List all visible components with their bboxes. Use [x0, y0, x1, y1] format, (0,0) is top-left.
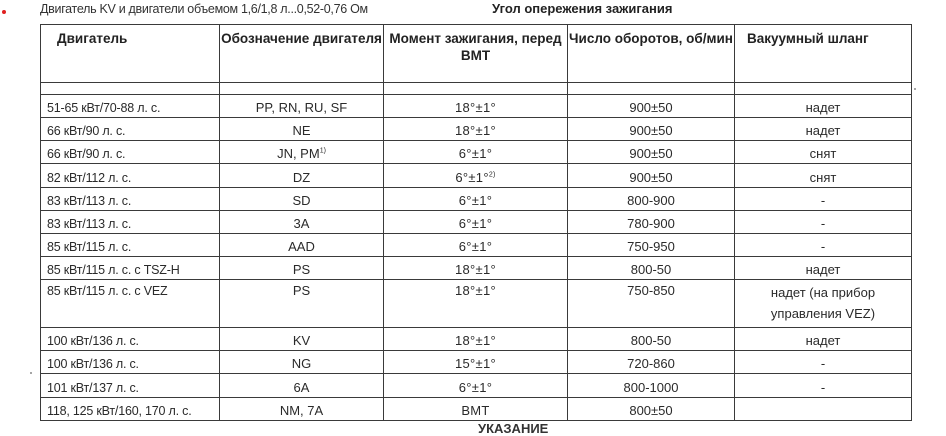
- cell-engine: [41, 234, 220, 257]
- cell-engine: [41, 164, 220, 187]
- cell-engine: [41, 141, 220, 164]
- cell-timing: [384, 210, 568, 233]
- cell-rpm-text: 900±50: [629, 169, 673, 185]
- cell-code: [220, 187, 384, 210]
- cell-vacuum-text: снят: [809, 146, 837, 162]
- table-row: [41, 117, 912, 140]
- cell-vacuum-text: -: [820, 239, 826, 255]
- cell-code-text: SD: [292, 192, 311, 208]
- cell-timing: [384, 397, 568, 420]
- cell-rpm: [568, 187, 735, 210]
- cell-vacuum: [735, 210, 912, 233]
- cell-code: [220, 234, 384, 257]
- cell-engine: [41, 210, 220, 233]
- cell-code: [220, 328, 384, 351]
- cell-rpm: [568, 94, 735, 117]
- cell-code: [220, 351, 384, 374]
- cell-engine: [41, 117, 220, 140]
- cell-vacuum-text: снят: [809, 169, 837, 185]
- cell-code-text: PP, RN, RU, SF: [255, 99, 348, 115]
- cell-engine: [41, 187, 220, 210]
- col-header-vacuum: Вакуумный шланг: [735, 25, 912, 83]
- cell-code: [220, 210, 384, 233]
- cell-engine-text: 101 кВт/137 л. с.: [47, 380, 139, 395]
- cell-vacuum: [735, 351, 912, 374]
- cell-rpm-text: 750-950: [627, 239, 675, 255]
- table-row: [41, 280, 912, 328]
- table-row: [41, 94, 912, 117]
- header-row: [41, 25, 912, 83]
- cell-timing: [384, 280, 568, 328]
- table-row: [41, 210, 912, 233]
- cell-vacuum: [735, 234, 912, 257]
- cell-vacuum: [735, 187, 912, 210]
- cell-timing: [384, 94, 568, 117]
- cell-engine-text: 83 кВт/113 л. с.: [47, 193, 132, 208]
- cell-rpm-text: 720-860: [627, 356, 675, 372]
- col-header-rpm: Число оборотов, об/мин: [568, 25, 735, 83]
- cell-rpm: [568, 397, 735, 420]
- cell-code: [220, 117, 384, 140]
- cell-rpm: [568, 351, 735, 374]
- cell-timing: [384, 374, 568, 397]
- cell-engine-text: 85 кВт/115 л. с. с TSZ-H: [47, 263, 180, 278]
- cell-timing: [384, 328, 568, 351]
- cell-code-text: NM, 7A: [279, 403, 324, 418]
- cell-timing-text: 18°±1°: [454, 262, 497, 278]
- cell-engine-text: 118, 125 кВт/160, 170 л. с.: [47, 404, 192, 418]
- cell-timing-text: 6°±1°: [458, 239, 493, 255]
- cell-timing-text: 6°±1°: [458, 379, 493, 395]
- cell-engine: [41, 374, 220, 397]
- cell-rpm-text: 800-900: [627, 192, 675, 208]
- cell-code-text: 6A: [293, 379, 310, 395]
- cell-engine-text: 100 кВт/136 л. с.: [47, 334, 139, 349]
- cell-rpm: [568, 328, 735, 351]
- cell-vacuum-text: -: [820, 356, 826, 372]
- caption-text: Двигатель KV и двигатели объемом 1,6/1,8 л...0,52-0,76 Ом: [40, 2, 368, 16]
- cell-code-text: JN, PM: [277, 146, 320, 162]
- spacer-cell: [735, 83, 912, 95]
- cell-timing-text: 15°±1°: [454, 356, 497, 372]
- table-row: [41, 164, 912, 187]
- cell-engine: [41, 328, 220, 351]
- spacer-cell: [384, 83, 568, 95]
- cell-code: [220, 164, 384, 187]
- cell-rpm-text: 800-1000: [623, 379, 679, 395]
- cell-code-text: DZ: [292, 169, 311, 185]
- cell-timing: [384, 164, 568, 187]
- cell-engine-text: 100 кВт/136 л. с.: [47, 357, 139, 372]
- cell-vacuum-text: надет: [805, 262, 841, 278]
- table-row: [41, 187, 912, 210]
- cell-engine-text: 66 кВт/90 л. с.: [47, 124, 126, 139]
- cell-timing: [384, 234, 568, 257]
- cell-code-text: AAD: [288, 239, 315, 255]
- cell-vacuum: [735, 397, 912, 420]
- cell-rpm-text: 800-50: [630, 333, 672, 349]
- cell-code: [220, 280, 384, 328]
- cell-engine: [41, 257, 220, 280]
- spacer-cell: [220, 83, 384, 95]
- cell-vacuum-text: надет: [805, 333, 841, 349]
- table-row: [41, 374, 912, 397]
- cell-rpm-text: 900±50: [629, 123, 673, 139]
- speck: [914, 88, 916, 90]
- cell-timing-text: 18°±1°: [454, 283, 497, 299]
- table-row: [41, 234, 912, 257]
- cell-vacuum-text: -: [820, 216, 826, 232]
- section-title: Угол опережения зажигания: [492, 1, 673, 16]
- cell-code: [220, 94, 384, 117]
- cell-engine-text: 82 кВт/112 л. с.: [47, 170, 132, 185]
- cell-rpm: [568, 374, 735, 397]
- cell-vacuum-text: надет: [805, 99, 841, 115]
- footnote-mark: 1): [319, 147, 326, 155]
- cell-code-text: NG: [291, 356, 312, 372]
- cell-timing: [384, 117, 568, 140]
- cell-rpm: [568, 210, 735, 233]
- cell-vacuum-text: -: [820, 379, 826, 395]
- cell-timing: [384, 141, 568, 164]
- cell-rpm-text: 800-50: [630, 262, 672, 278]
- cell-engine-text: 66 кВт/90 л. с.: [47, 147, 126, 162]
- table-row: [41, 141, 912, 164]
- cell-engine-text: 85 кВт/115 л. с.: [47, 240, 132, 255]
- cell-rpm-text: 800±50: [629, 403, 673, 418]
- cell-rpm-text: 780-900: [627, 216, 675, 232]
- bottom-heading: УКАЗАНИЕ: [478, 421, 549, 436]
- cell-timing-text: 18°±1°: [454, 99, 497, 115]
- cell-code-text: 3A: [293, 216, 310, 232]
- cell-timing-text: 6°±1°: [458, 192, 493, 208]
- cell-rpm-text: 900±50: [629, 146, 673, 162]
- cell-engine-text: 51-65 кВт/70-88 л. с.: [47, 100, 161, 115]
- speck: [30, 372, 32, 374]
- cell-vacuum: [735, 94, 912, 117]
- table-row: [41, 257, 912, 280]
- cell-rpm: [568, 117, 735, 140]
- cell-rpm: [568, 234, 735, 257]
- cell-vacuum: [735, 164, 912, 187]
- cell-rpm: [568, 164, 735, 187]
- cell-code: [220, 141, 384, 164]
- cell-vacuum-text: надет (на прибор управления VEZ): [770, 285, 876, 322]
- spacer-cell: [568, 83, 735, 95]
- cell-vacuum: [735, 328, 912, 351]
- red-mark: [2, 10, 6, 14]
- cell-timing-text: 6°±1°: [458, 146, 493, 162]
- cell-code-text: PS: [292, 262, 311, 278]
- footnote-mark: 2): [488, 171, 496, 179]
- cell-timing: [384, 257, 568, 280]
- cell-engine: [41, 94, 220, 117]
- cell-rpm: [568, 257, 735, 280]
- cell-timing: [384, 187, 568, 210]
- cell-vacuum: [735, 280, 912, 328]
- cell-timing-text: 18°±1°: [454, 333, 497, 349]
- cell-engine: [41, 280, 220, 328]
- cell-code: [220, 374, 384, 397]
- col-header-timing: Момент зажигания, перед ВМТ: [384, 25, 568, 83]
- col-header-code: Обозначение двигателя: [220, 25, 384, 83]
- cell-engine-text: 83 кВт/113 л. с.: [47, 217, 132, 232]
- cell-code-text: NE: [292, 123, 311, 139]
- cell-rpm: [568, 280, 735, 328]
- cell-rpm: [568, 141, 735, 164]
- cell-rpm-text: 750-850: [627, 283, 675, 299]
- cell-code: [220, 257, 384, 280]
- cell-timing-text: 6°±1°: [458, 216, 493, 232]
- spacer-cell: [41, 83, 220, 95]
- cell-timing-text: 6°±1°: [455, 169, 489, 185]
- cell-vacuum: [735, 257, 912, 280]
- cell-timing-text: 18°±1°: [454, 123, 497, 139]
- col-header-engine: Двигатель: [41, 25, 220, 83]
- spacer-row: [41, 83, 912, 95]
- cell-engine: [41, 397, 220, 420]
- caption: [40, 0, 940, 18]
- cell-code-text: PS: [292, 283, 311, 299]
- cell-vacuum: [735, 117, 912, 140]
- cell-code-text: KV: [292, 333, 311, 349]
- cell-vacuum-text: надет: [805, 123, 841, 139]
- cell-code: [220, 397, 384, 420]
- cell-vacuum: [735, 141, 912, 164]
- cell-engine-text: 85 кВт/115 л. с. с VEZ: [47, 284, 168, 299]
- cell-vacuum: [735, 374, 912, 397]
- ignition-timing-table: [40, 24, 912, 421]
- cell-rpm-text: 900±50: [629, 99, 673, 115]
- cell-vacuum-text: -: [820, 192, 826, 208]
- cell-timing-text: ВМТ: [461, 403, 490, 418]
- cell-engine: [41, 351, 220, 374]
- table-row: [41, 351, 912, 374]
- cell-timing: [384, 351, 568, 374]
- table-row: [41, 328, 912, 351]
- table-row: [41, 397, 912, 420]
